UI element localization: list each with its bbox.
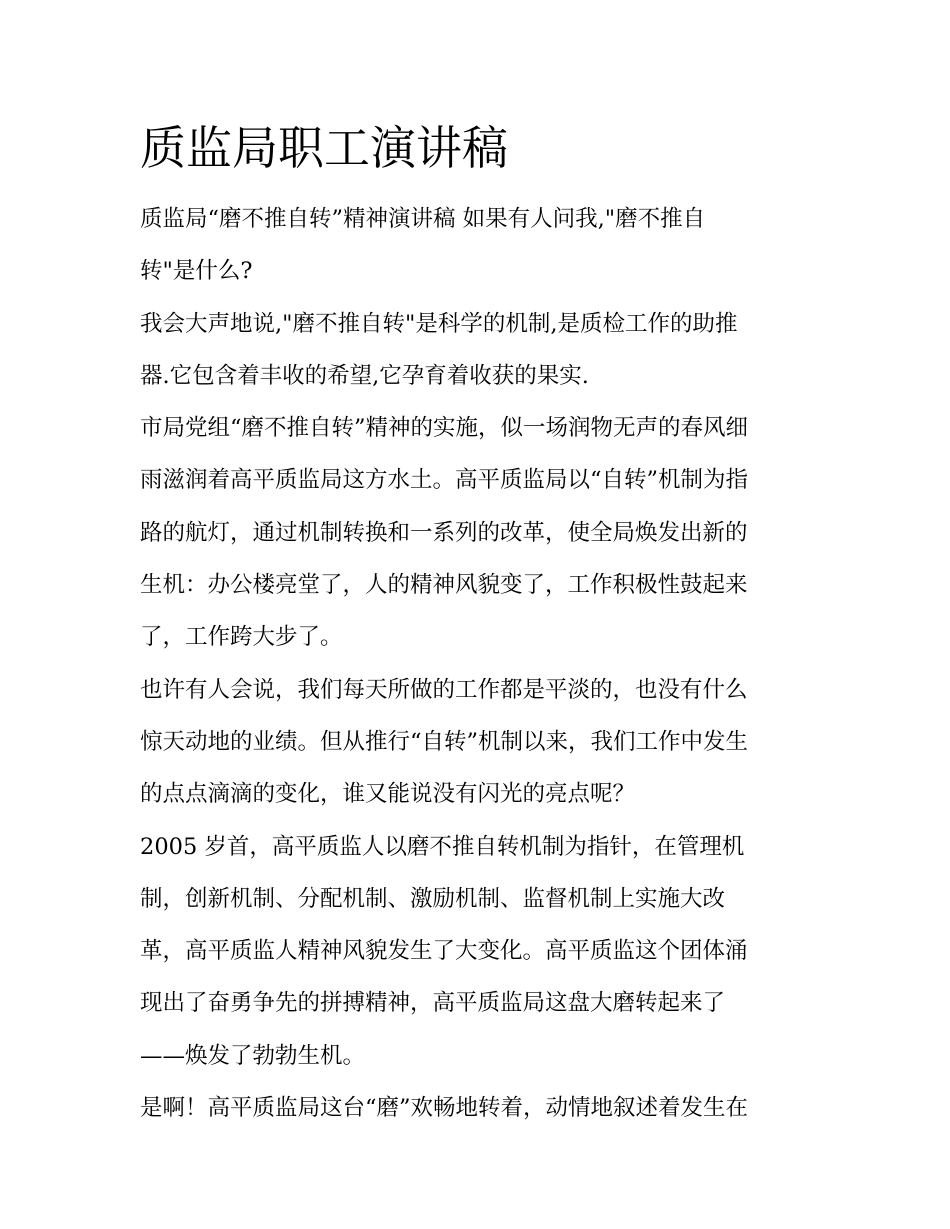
text-line: 惊天动地的业绩。但从推行“自转”机制以来，我们工作中发生 xyxy=(140,728,749,755)
text-line: 路的航灯，通过机制转换和一系列的改革，使全局焕发出新的 xyxy=(140,519,748,546)
text-line: 市局党组“磨不推自转”精神的实施，似一场润物无声的春风细 xyxy=(140,415,749,442)
text-line: 了，工作跨大步了。 xyxy=(140,624,343,651)
text-line: 质监局“磨不推自转”精神演讲稿 如果有人问我,"磨不推自 xyxy=(140,206,706,232)
text-line: 我会大声地说,"磨不推自转"是科学的机制,是质检工作的助推 xyxy=(140,310,738,337)
text-line: 也许有人会说，我们每天所做的工作都是平淡的，也没有什么 xyxy=(140,676,748,703)
text-line: 现出了奋勇争先的拼搏精神，高平质监局这盘大磨转起来了 xyxy=(140,990,726,1017)
text-line: ——焕发了勃勃生机。 xyxy=(140,1042,366,1069)
text-line: 生机：办公楼亮堂了，人的精神风貌变了，工作积极性鼓起来 xyxy=(140,572,748,599)
text-line: 2005 岁首，高平质监人以磨不推自转机制为指针，在管理机 xyxy=(140,833,745,860)
text-line: 制，创新机制、分配机制、激励机制、监督机制上实施大改 xyxy=(140,885,726,912)
text-line: 革，高平质监人精神风貌发生了大变化。高平质监这个团体涌 xyxy=(140,938,748,965)
text-line: 的点点滴滴的变化，谁又能说没有闪光的亮点呢？ xyxy=(140,781,636,808)
text-line: 转"是什么? xyxy=(140,258,253,285)
document-body xyxy=(140,193,820,1134)
text-line: 雨滋润着高平质监局这方水土。高平质监局以“自转”机制为指 xyxy=(140,467,749,494)
text-line: 器.它包含着丰收的希望,它孕育着收获的果实. xyxy=(140,362,589,389)
text-line: 是啊！高平质监局这台“磨”欢畅地转着，动情地叙述着发生在 xyxy=(140,1095,749,1122)
document-title: 质监局职工演讲稿 xyxy=(140,121,508,175)
